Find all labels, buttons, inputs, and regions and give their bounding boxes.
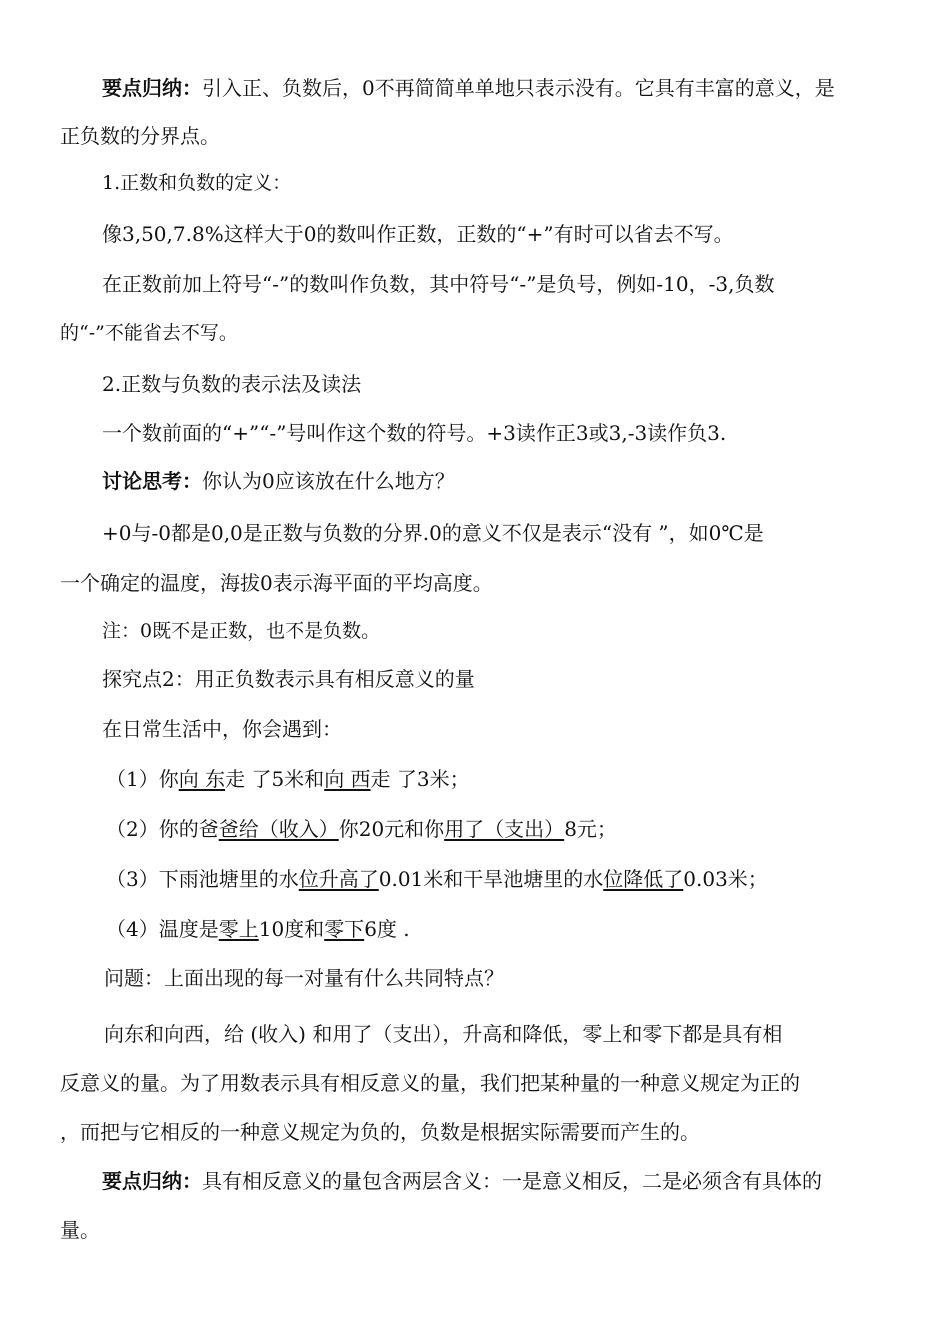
positive-definition: 像3,50,7.8%这样大于0的数叫作正数，正数的“+”有时可以省去不写。 [102,222,734,246]
example-underlined: 零下 [324,917,365,941]
notation-text: 一个数前面的“+”“-”号叫作这个数的符号。+3读作正3或3,-3读作负3. [102,421,727,445]
example-underlined: 位降低了 [603,867,684,891]
example-number: （4） [106,917,159,941]
answer-line-2: 反意义的量。为了用数表示具有相反意义的量，我们把某种量的一种意义规定为正的 [60,1071,800,1095]
key-point-1-line-2: 正负数的分界点。 [60,124,220,148]
negative-definition-line-2: 的“-”不能省去不写。 [60,322,238,344]
example-item-4 [106,917,410,941]
example-number: （2） [106,817,159,841]
example-underlined: 向 东 [178,767,226,791]
definition-heading: 1.正数和负数的定义： [102,172,292,194]
example-underlined: 向 西 [324,767,371,791]
key-point-2-line-2: 量。 [60,1218,100,1242]
example-text: 你 [158,767,179,791]
negative-definition-line-1: 在正数前加上符号“-”的数叫作负数，其中符号“-”是负号，例如-10，-3,负数 [102,272,775,296]
example-text: 走 了3米； [370,767,470,791]
key-point-1-label: 要点归纳： [102,76,202,100]
discussion-label: 讨论思考： [102,469,202,493]
key-point-2-text-a: 具有相反意义的量包含两层含义：一是意义相反，二是必须含有具体的 [202,1169,822,1193]
example-text: 6度 . [364,917,410,941]
example-text: 10度和 [258,917,325,941]
example-underlined: 位升高了 [298,867,379,891]
example-text: 下雨池塘里的水 [158,867,299,891]
example-item-1 [106,767,470,791]
example-underlined: 零上 [218,917,259,941]
example-text: 0.03米； [683,867,768,891]
discussion-text: 你认为0应该放在什么地方？ [202,469,455,493]
example-item-3 [106,867,768,891]
example-text: 8元； [564,817,617,841]
example-text: 走 了5米和 [225,767,325,791]
example-text: 你20元和你 [338,817,445,841]
example-underlined: 用了（支出） [444,817,565,841]
example-item-2 [106,817,617,841]
key-point-1-line-1 [102,76,835,100]
key-point-2-label: 要点归纳： [102,1169,202,1193]
question-line: 问题：上面出现的每一对量有什么共同特点？ [104,966,504,990]
example-number: （1） [106,767,159,791]
example-text: 温度是 [158,917,219,941]
notation-heading: 2.正数与负数的表示法及读法 [102,372,362,396]
zero-meaning-line-2: 一个确定的温度，海拔0表示海平面的平均高度。 [60,571,493,595]
example-text: 0.01米和干旱池塘里的水 [378,867,604,891]
example-text: 你的爸 [158,817,219,841]
example-underlined: 爸给（收入） [218,817,339,841]
discussion-line [102,469,455,493]
key-point-2-line-1 [102,1169,822,1193]
key-point-1-text-a: 引入正、负数后，0不再简简单单地只表示没有。它具有丰富的意义，是 [202,76,835,100]
answer-line-1: 向东和向西，给 (收入) 和用了（支出），升高和降低，零上和零下都是具有相 [104,1022,783,1046]
zero-meaning-line-1: +0与-0都是0,0是正数与负数的分界.0的意义不仅是表示“没有 ”，如0℃是 [102,521,764,545]
answer-line-3: ，而把与它相反的一种意义规定为负的，负数是根据实际需要而产生的。 [60,1120,700,1144]
example-number: （3） [106,867,159,891]
daily-life-intro: 在日常生活中，你会遇到： [102,717,342,741]
explore-heading: 探究点2：用正负数表示具有相反意义的量 [102,667,475,691]
note-line: 注：0既不是正数，也不是负数。 [102,620,381,642]
